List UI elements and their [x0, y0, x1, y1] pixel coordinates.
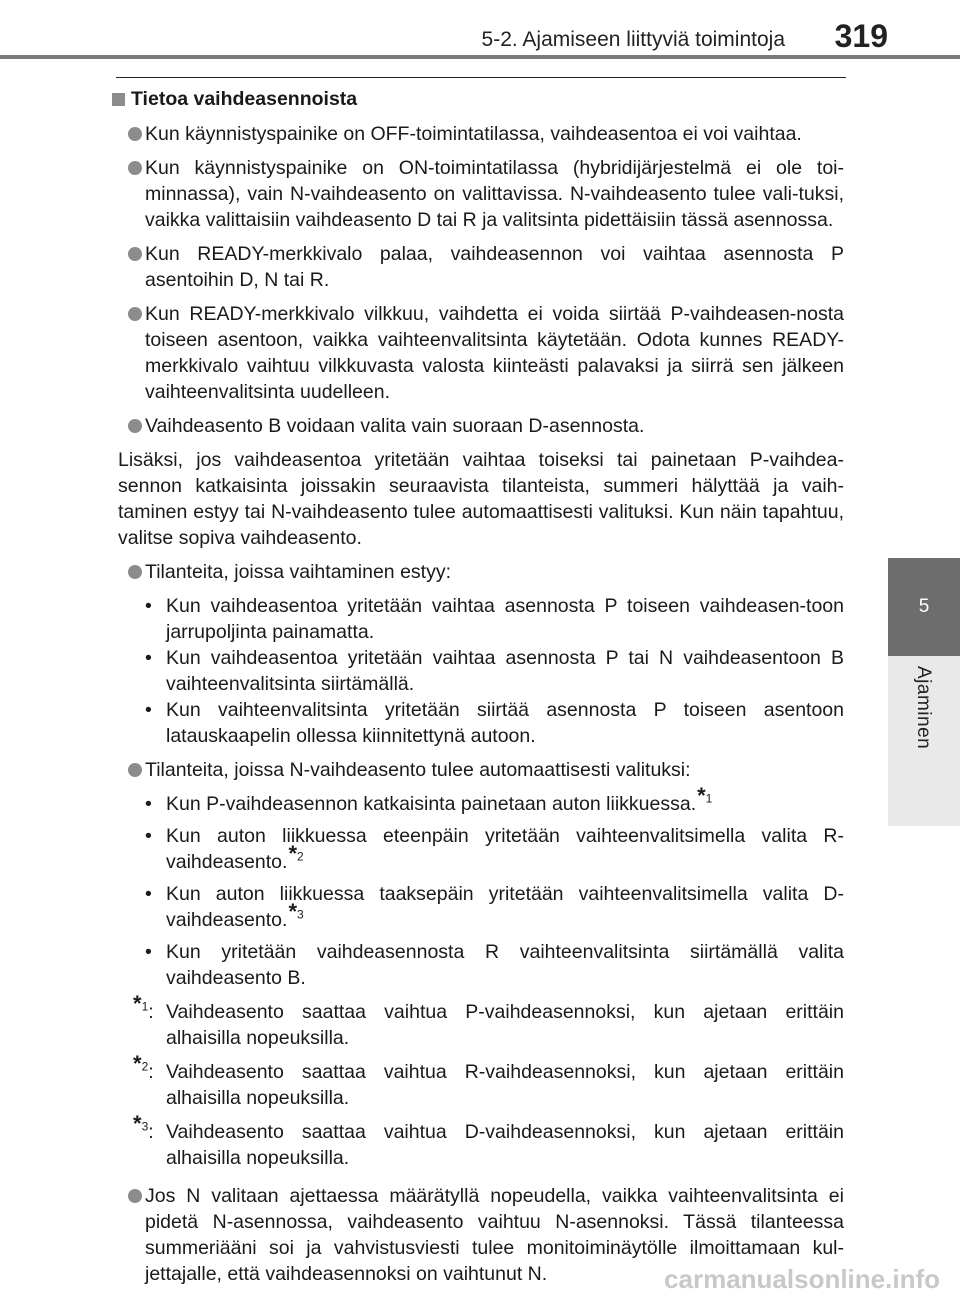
sub-list-item: • Kun vaihdeasentoa yritetään vaihtaa asennosta P toiseen vaihdeasen-toon jarrupoljinta painamatta.: [145, 595, 844, 643]
page-number: 319: [834, 18, 888, 54]
bullet-text: Jos N valitaan ajettaessa määrätyllä nopeudella, vaikka vaihteenvalitsinta ei pidetä N-asennossa, vaihdeasento vaihtuu N-asennoksi. Tässä tilanteessa summeriääni soi ja vahvistusviesti tulee monitoiminäytölle ilmoittamaan kul-jettajalle, että vaihdeasennoksi on vaihtunut N.: [145, 1185, 844, 1285]
header-rule: [0, 55, 960, 59]
footnote-ref: 3: [297, 907, 304, 922]
bullet-text: Tilanteita, joissa vaihtaminen estyy:: [145, 561, 452, 583]
sub-item-text: Kun auton liikkuessa eteenpäin yritetään vaihteenvalitsimella valita R-vaihdeasento.: [166, 825, 844, 873]
circle-bullet-icon: [128, 565, 142, 579]
footnote-text: Vaihdeasento saattaa vaihtua D-vaihdeasennoksi, kun ajetaan erittäin alhaisilla nopeuksilla.: [166, 1121, 844, 1169]
bullet-item: [112, 413, 844, 439]
section-heading: [112, 86, 844, 112]
circle-bullet-icon: [128, 763, 142, 777]
circle-bullet-icon: [128, 307, 142, 321]
footnote-number: 3: [141, 1119, 149, 1134]
footnote: *$^3$: Vaihdeasento saattaa vaihtua D-vaihdeasennoksi, kun ajetaan erittäin alhaisilla nopeuksilla.: [133, 1110, 844, 1169]
footnote-number: 1: [141, 999, 149, 1014]
sub-list-item: • Kun auton liikkuessa taaksepäin yritetään vaihteenvalitsimella valita D-vaihdeasento.*$^3$: [145, 883, 844, 931]
bullet-item: [112, 757, 844, 783]
chapter-tab: [888, 558, 960, 656]
sub-item-text: Kun vaihdeasentoa yritetään vaihtaa asennosta P toiseen vaihdeasen-toon jarrupoljinta painamatta.: [166, 595, 844, 643]
bullet-item: [112, 121, 844, 147]
footnote-number: 2: [141, 1059, 149, 1074]
footnote-text: Vaihdeasento saattaa vaihtua R-vaihdeasennoksi, kun ajetaan erittäin alhaisilla nopeuksilla.: [166, 1061, 844, 1109]
sub-list-item: • Kun vaihteenvalitsinta yritetään siirtää asennosta P toiseen asentoon latauskaapelin ollessa kiinnitettynä autoon.: [145, 699, 844, 747]
section-heading-text: Tietoa vaihdeasennoista: [131, 88, 358, 110]
bullet-item: [112, 559, 844, 585]
bullet-text: Kun käynnistyspainike on OFF-toimintatilassa, vaihdeasentoa ei voi vaihtaa.: [145, 123, 802, 145]
sub-list-item: • Kun auton liikkuessa eteenpäin yritetään vaihteenvalitsimella valita R-vaihdeasento.*$^2$: [145, 825, 844, 873]
footnote-ref: 1: [705, 791, 713, 806]
watermark: carmanualsonline.info: [664, 1264, 940, 1294]
sub-item-text: Kun vaihdeasentoa yritetään vaihtaa asennosta P tai N vaihdeasentoon B vaihteenvalitsinta siirtämällä.: [166, 647, 844, 695]
body-paragraph: Lisäksi, jos vaihdeasentoa yritetään vaihtaa toiseksi tai painetaan P-vaihdea-sennon katkaisinta joissakin seuraavista tilanteista, summeri hälyttää ja vaih-taminen estyy tai N-vaihdeasento tulee automaattisesti valituksi. Kun näin tapahtuu, valitse sopiva vaihdeasento.: [118, 449, 844, 549]
footnote-star: *: [697, 782, 706, 808]
footnote-star: *: [288, 840, 297, 866]
circle-bullet-icon: [128, 419, 142, 433]
bullet-item: [112, 301, 844, 405]
bullet-text: Kun READY-merkkivalo vilkkuu, vaihdetta ei voida siirtää P-vaihdeasen-nosta toiseen asentoon, vaikka vaihteenvalitsinta käytetään. Odota kunnes READY-merkkivalo vaihtuu vilkkuvasta valosta kiinteästi palavaksi ja siirrä sen jälkeen vaihteenvalitsinta uudelleen.: [145, 303, 844, 403]
footnote-star: *: [288, 898, 297, 924]
main-content: [112, 86, 844, 1295]
footnote: *$^1$: Vaihdeasento saattaa vaihtua P-vaihdeasennoksi, kun ajetaan erittäin alhaisilla nopeuksilla.: [133, 990, 844, 1049]
bullet-item: [112, 241, 844, 293]
bullet-text: Tilanteita, joissa N-vaihdeasento tulee automaattisesti valituksi:: [145, 759, 691, 781]
chapter-label-tab: [888, 656, 960, 826]
circle-bullet-icon: [128, 1189, 142, 1203]
section-title: 5-2. Ajamiseen liittyviä toimintoja: [481, 28, 785, 51]
sub-list-item: • Kun P-vaihdeasennon katkaisinta painetaan auton liikkuessa.*$^1$: [145, 782, 713, 815]
footnote-text: Vaihdeasento saattaa vaihtua P-vaihdeasennoksi, kun ajetaan erittäin alhaisilla nopeuksilla.: [166, 1001, 844, 1049]
sub-list-item: • Kun vaihdeasentoa yritetään vaihtaa asennosta P tai N vaihdeasentoon B vaihteenvalitsinta siirtämällä.: [145, 647, 844, 695]
bullet-text: Vaihdeasento B voidaan valita vain suoraan D-asennosta.: [145, 415, 645, 437]
bullet-item: [112, 155, 844, 233]
square-bullet-icon: [112, 93, 125, 106]
auto-n-sublist: [112, 782, 844, 991]
blocked-sublist: [112, 593, 844, 749]
sub-item-text: Kun auton liikkuessa taaksepäin yritetään vaihteenvalitsimella valita D-vaihdeasento.: [166, 883, 844, 931]
sub-item-text: Kun yritetään vaihdeasennosta R vaihteenvalitsinta siirtämällä valita vaihdeasento B.: [166, 941, 844, 989]
sub-list-item: • Kun yritetään vaihdeasennosta R vaihteenvalitsinta siirtämällä valita vaihdeasento B.: [145, 941, 844, 989]
bullet-text: Kun READY-merkkivalo palaa, vaihdeasennon voi vaihtaa asennosta P asentoihin D, N tai R.: [145, 243, 844, 291]
chapter-label: Ajaminen: [913, 666, 934, 750]
sub-item-text: Kun P-vaihdeasennon katkaisinta painetaan auton liikkuessa.: [166, 793, 697, 815]
bullet-text: Kun käynnistyspainike on ON-toimintatilassa (hybridijärjestelmä ei ole toi-minnassa), vain N-vaihdeasento on valittavissa. N-vaihdeasento tulee vali-tuksi, vaikka valittaisiin vaihdeasento D tai R ja valitsinta pidettäisiin tässä asennossa.: [145, 157, 844, 231]
footnote-ref: 2: [297, 849, 304, 864]
content-rule: [116, 77, 846, 78]
sub-item-text: Kun vaihteenvalitsinta yritetään siirtää asennosta P toiseen asentoon latauskaapelin ollessa kiinnitettynä autoon.: [166, 699, 844, 747]
page-header: [0, 0, 960, 55]
footnote: *$^2$: Vaihdeasento saattaa vaihtua R-vaihdeasennoksi, kun ajetaan erittäin alhaisilla nopeuksilla.: [133, 1050, 844, 1109]
circle-bullet-icon: [128, 127, 142, 141]
circle-bullet-icon: [128, 247, 142, 261]
chapter-number: 5: [918, 596, 930, 617]
circle-bullet-icon: [128, 161, 142, 175]
